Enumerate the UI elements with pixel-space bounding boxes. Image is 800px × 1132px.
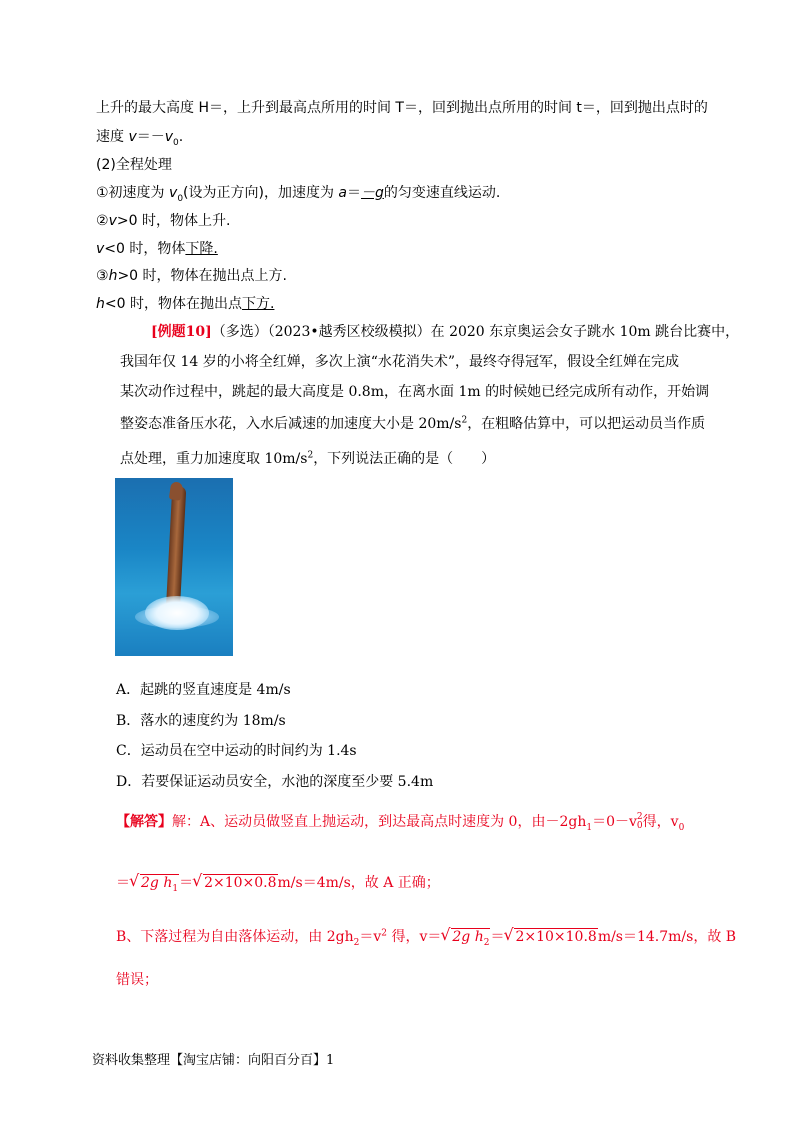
section-heading: (2)全程处理	[96, 157, 172, 173]
answer-line-3: B、下落过程为自由落体运动，由 $2gh_2=v^2$ 得，v＝√ 2g $h_2=√$ 2×10×10.8m/s＝14.7m/s，故 B	[116, 927, 736, 947]
example-line-1: [例题10]（多选）（2023•越秀区校级模拟）在 2020 东京奥运会女子跳水 10m 跳台比赛中，	[151, 324, 740, 340]
item-initial-velocity: ①初速度为 $v_0$(设为正方向)，加速度为 a＝－g的匀变速直线运动.	[96, 185, 501, 204]
answer-line-2: ＝√ 2g $h_1=√$ 2×10×0.8m/s＝4m/s，故 A 正确；	[116, 873, 440, 893]
example-line-4: 整姿态准备压水花，入水后减速的加速度大小是 $20m/s^2$，在粗略估算中，可以把运动员当作质	[120, 415, 706, 432]
option-a: A．起跳的竖直速度是 4m/s	[116, 682, 291, 698]
example-line-5: 点处理，重力加速度取 $10m/s^2$，下列说法正确的是（ ）	[120, 450, 496, 467]
answer-line-1: 【解答】解：A、运动员做竖直上抛运动，到达最高点时速度为 0，由$-2gh_1=0-v$ 2 0 得，$v_0$	[116, 812, 685, 833]
option-b: B．落水的速度约为 18m/s	[116, 713, 286, 729]
item-h-negative: h<0 时，物体在抛出点下方.	[96, 296, 275, 312]
answer-label: 【解答】	[116, 814, 172, 830]
item-h-positive: ③h>0 时，物体在抛出点上方.	[96, 268, 287, 284]
diver-foot	[169, 481, 183, 500]
page-footer: 资料收集整理【淘宝店铺：向阳百分百】1	[92, 1053, 335, 1068]
example-tag: [例题10]	[151, 324, 212, 340]
example-line-2: 我国年仅 14 岁的小将全红婵，多次上演“水花消失术”，最终夺得冠军，假设全红婵在完成	[120, 354, 680, 370]
answer-line-4: 错误；	[116, 972, 158, 988]
item-v-positive: ②v>0 时，物体上升.	[96, 213, 231, 229]
item-v-negative: v<0 时，物体下降.	[96, 241, 218, 257]
example-line-3: 某次动作过程中，跳起的最大高度是 0.8m，在离水面 1m 的时候她已经完成所有动作，开始调	[120, 384, 710, 400]
water-splash	[145, 596, 209, 630]
summary-line-2: 速度 $v=-v_0$.	[96, 129, 184, 148]
diver-leg	[166, 486, 187, 615]
diver-photo	[115, 478, 233, 656]
option-c: C．运动员在空中运动的时间约为 1.4s	[116, 743, 357, 759]
option-d: D．若要保证运动员安全，水池的深度至少要 5.4m	[116, 774, 434, 790]
summary-line-1: 上升的最大高度 H＝，上升到最高点所用的时间 T＝，回到抛出点所用的时间 t＝，回到抛出点时的	[96, 100, 708, 116]
